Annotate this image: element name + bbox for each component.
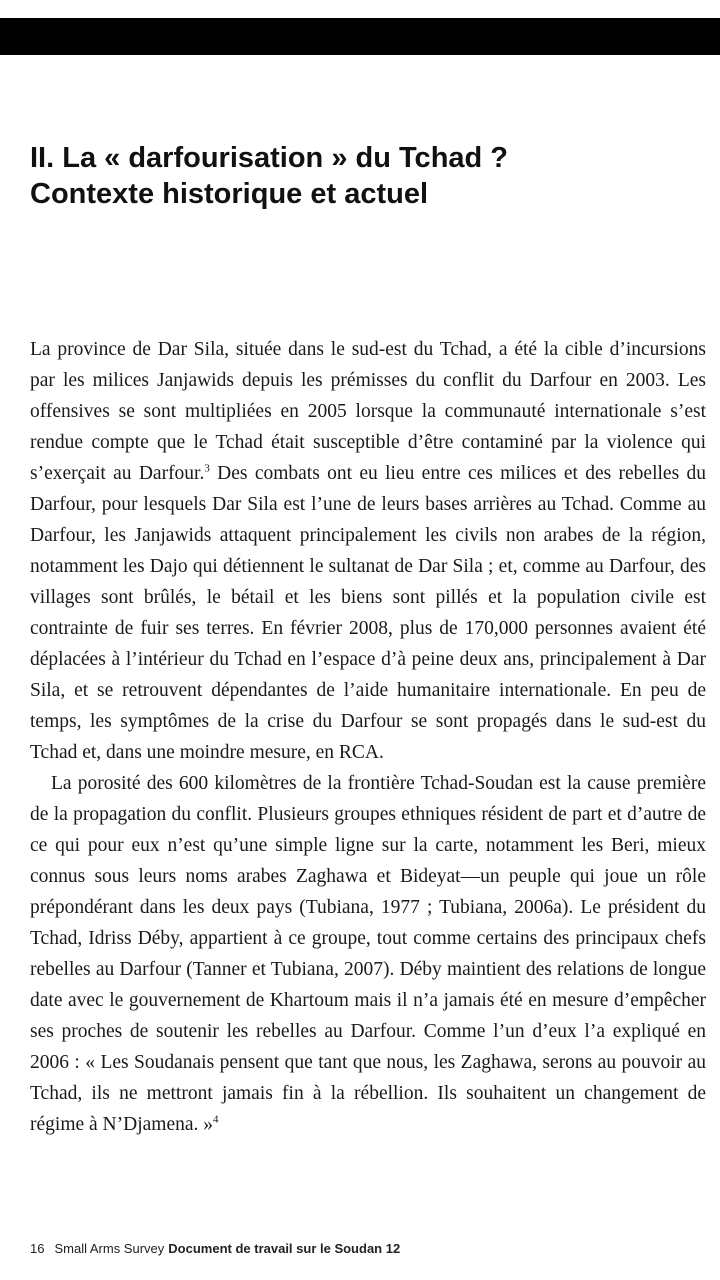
paragraph-2 — [30, 768, 706, 1140]
heading-line-2: Contexte historique et actuel — [30, 178, 429, 210]
page-number: 16 — [30, 1241, 45, 1256]
top-black-bar — [0, 18, 720, 55]
section-heading — [30, 140, 700, 212]
paragraph-1 — [30, 334, 706, 768]
paragraph-1-text-a: La province de Dar Sila, située dans le sud-est du Tchad, a été la cible d’incursions par les milices Janjawids depuis les prémisses du conflit du Darfour en 2003. Les offensives se sont multipliées en 2005 lorsque la communauté internationale s’est rendue compte que le Tchad était susceptible d’être contaminé par la violence qui s’exerçait au Darfour. — [30, 339, 706, 484]
footnote-ref-3: 3 — [204, 462, 210, 475]
page-footer — [30, 1241, 710, 1256]
heading-line-1: II. La « darfourisation » du Tchad ? — [30, 142, 509, 174]
series-title: Document de travail sur le Soudan 12 — [168, 1241, 401, 1256]
publisher-name: Small Arms Survey — [54, 1241, 165, 1256]
body-text — [30, 334, 706, 1140]
paragraph-1-text-b: Des combats ont eu lieu entre ces milices et des rebelles du Darfour, pour lesquels Dar Sila est l’une de leurs bases arrières au Tchad. Comme au Darfour, les Janjawids attaquent principalement les civils non arabes de la région, notamment les Dajo qui détiennent le sultanat de Dar Sila ; et, comme au Darfour, des villages sont brûlés, le bétail et les biens sont pillés et la population civile est contrainte de fuir ses terres. En février 2008, plus de 170,000 personnes avaient été déplacées à l’intérieur du Tchad en l’espace d’à peine deux ans, principalement à Dar Sila, et se retrouvent dépendantes de l’aide humanitaire internationale. En peu de temps, les symptômes de la crise du Darfour se sont propagés dans le sud-est du Tchad et, dans une moindre mesure, en RCA. — [30, 463, 706, 763]
footnote-ref-4: 4 — [213, 1113, 219, 1126]
paragraph-2-text: La porosité des 600 kilomètres de la frontière Tchad-Soudan est la cause première de la propagation du conflit. Plusieurs groupes ethniques résident de part et d’autre de ce qui pour eux n’est qu’une simple ligne sur la carte, notamment les Beri, mieux connus sous leurs noms arabes Zaghawa et Bideyat—un peuple qui joue un rôle prépondérant dans les deux pays (Tubiana, 1977 ; Tubiana, 2006a). Le président du Tchad, Idriss Déby, appartient à ce groupe, tout comme certains des principaux chefs rebelles au Darfour (Tanner et Tubiana, 2007). Déby maintient des relations de longue date avec le gouvernement de Khartoum mais il n’a jamais été en mesure d’empêcher ses proches de soutenir les rebelles au Darfour. Comme l’un d’eux l’a expliqué en 2006 : « Les Soudanais pensent que tant que nous, les Zaghawa, serons au pouvoir au Tchad, ils ne mettront jamais fin à la rébellion. Ils souhaitent un changement de régime à N’Djamena. » — [30, 773, 706, 1135]
